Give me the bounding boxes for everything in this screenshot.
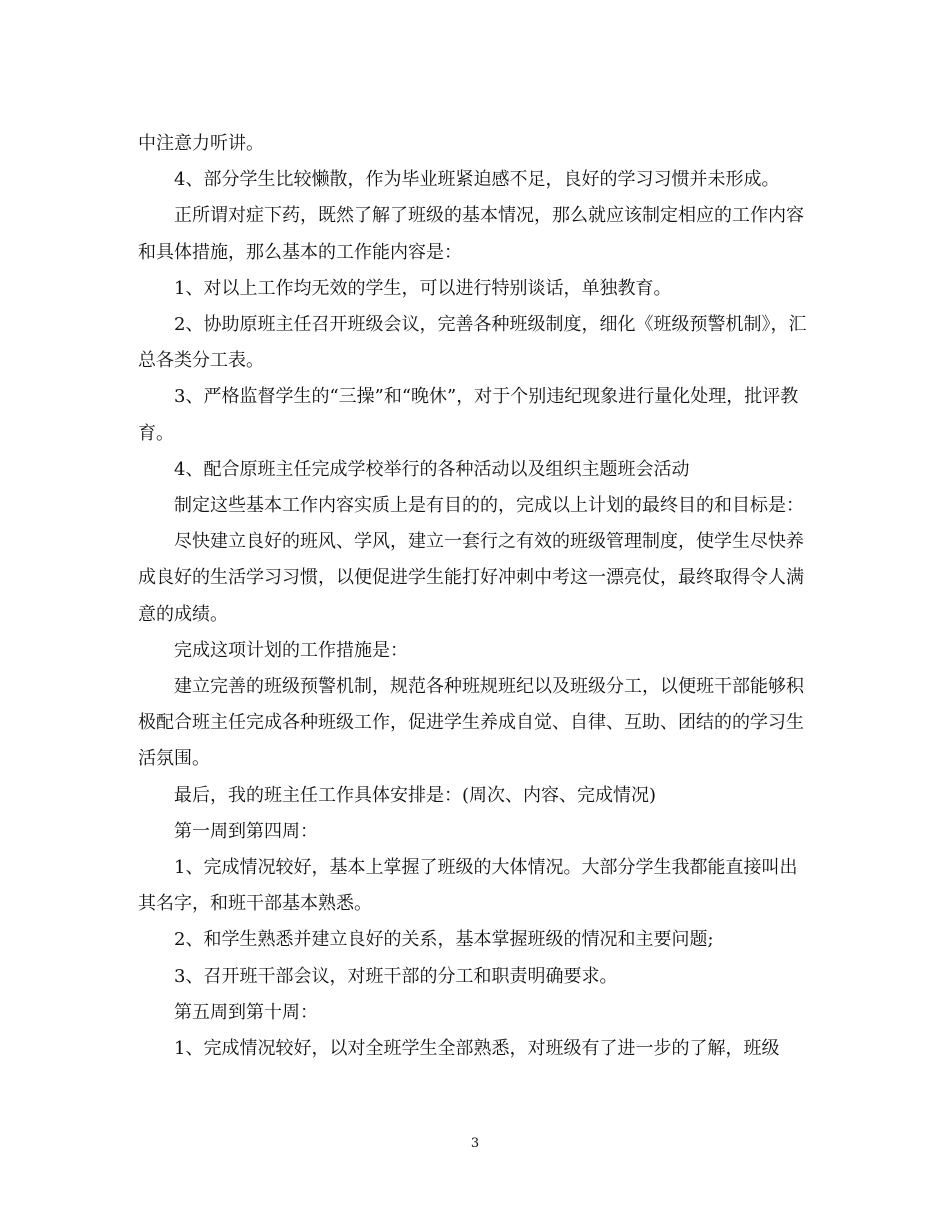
paragraph-9: 尽快建立良好的班风、学风，建立一套行之有效的班级管理制度，使学生尽快养成良好的生活学习习惯，以便促进学生能打好冲刺中考这一漂亮仗，最终取得令人满意的成绩。 (138, 531, 804, 625)
document-body (138, 126, 814, 1067)
paragraph-2: 4、部分学生比较懒散，作为毕业班紧迫感不足，良好的学习习惯并未形成。 (174, 169, 780, 191)
page-number: 3 (470, 1136, 480, 1151)
paragraph-14: 1、完成情况较好，基本上掌握了班级的大体情况。大部分学生我都能直接叫出其名字，和班干部基本熟悉。 (138, 857, 798, 915)
paragraph-13: 第一周到第四周： (174, 820, 318, 842)
paragraph-5: 2、协助原班主任召开班级会议，完善各种班级制度，细化《班级预警机制》，汇总各类分工表。 (138, 314, 807, 372)
paragraph-6: 3、严格监督学生的“三操”和“晚休”，对于个别违纪现象进行量化处理，批评教育。 (138, 386, 799, 444)
paragraph-18: 1、完成情况较好，以对全班学生全部熟悉，对班级有了进一步的了解，班级 (174, 1038, 780, 1060)
paragraph-15: 2、和学生熟悉并建立良好的关系，基本掌握班级的情况和主要问题; (174, 929, 714, 951)
paragraph-8: 制定这些基本工作内容实质上是有目的的，完成以上计划的最终目的和目标是： (174, 495, 804, 517)
paragraph-7: 4、配合原班主任完成学校举行的各种活动以及组织主题班会活动 (174, 458, 690, 480)
paragraph-12: 最后，我的班主任工作具体安排是：(周次、内容、完成情况) (174, 784, 657, 806)
paragraph-10: 完成这项计划的工作措施是： (174, 639, 408, 661)
paragraph-16: 3、召开班干部会议，对班干部的分工和职责明确要求。 (174, 965, 618, 987)
paragraph-4: 1、对以上工作均无效的学生，可以进行特别谈话，单独教育。 (174, 277, 672, 299)
paragraph-3: 正所谓对症下药，既然了解了班级的基本情况，那么就应该制定相应的工作内容和具体措施，那么基本的工作能内容是： (138, 205, 804, 263)
paragraph-11: 建立完善的班级预警机制，规范各种班规班纪以及班级分工，以便班干部能够积极配合班主任完成各种班级工作，促进学生养成自觉、自律、互助、团结的的学习生活氛围。 (138, 676, 804, 770)
paragraph-1: 中注意力听讲。 (138, 133, 264, 154)
paragraph-17: 第五周到第十周： (174, 1001, 318, 1023)
